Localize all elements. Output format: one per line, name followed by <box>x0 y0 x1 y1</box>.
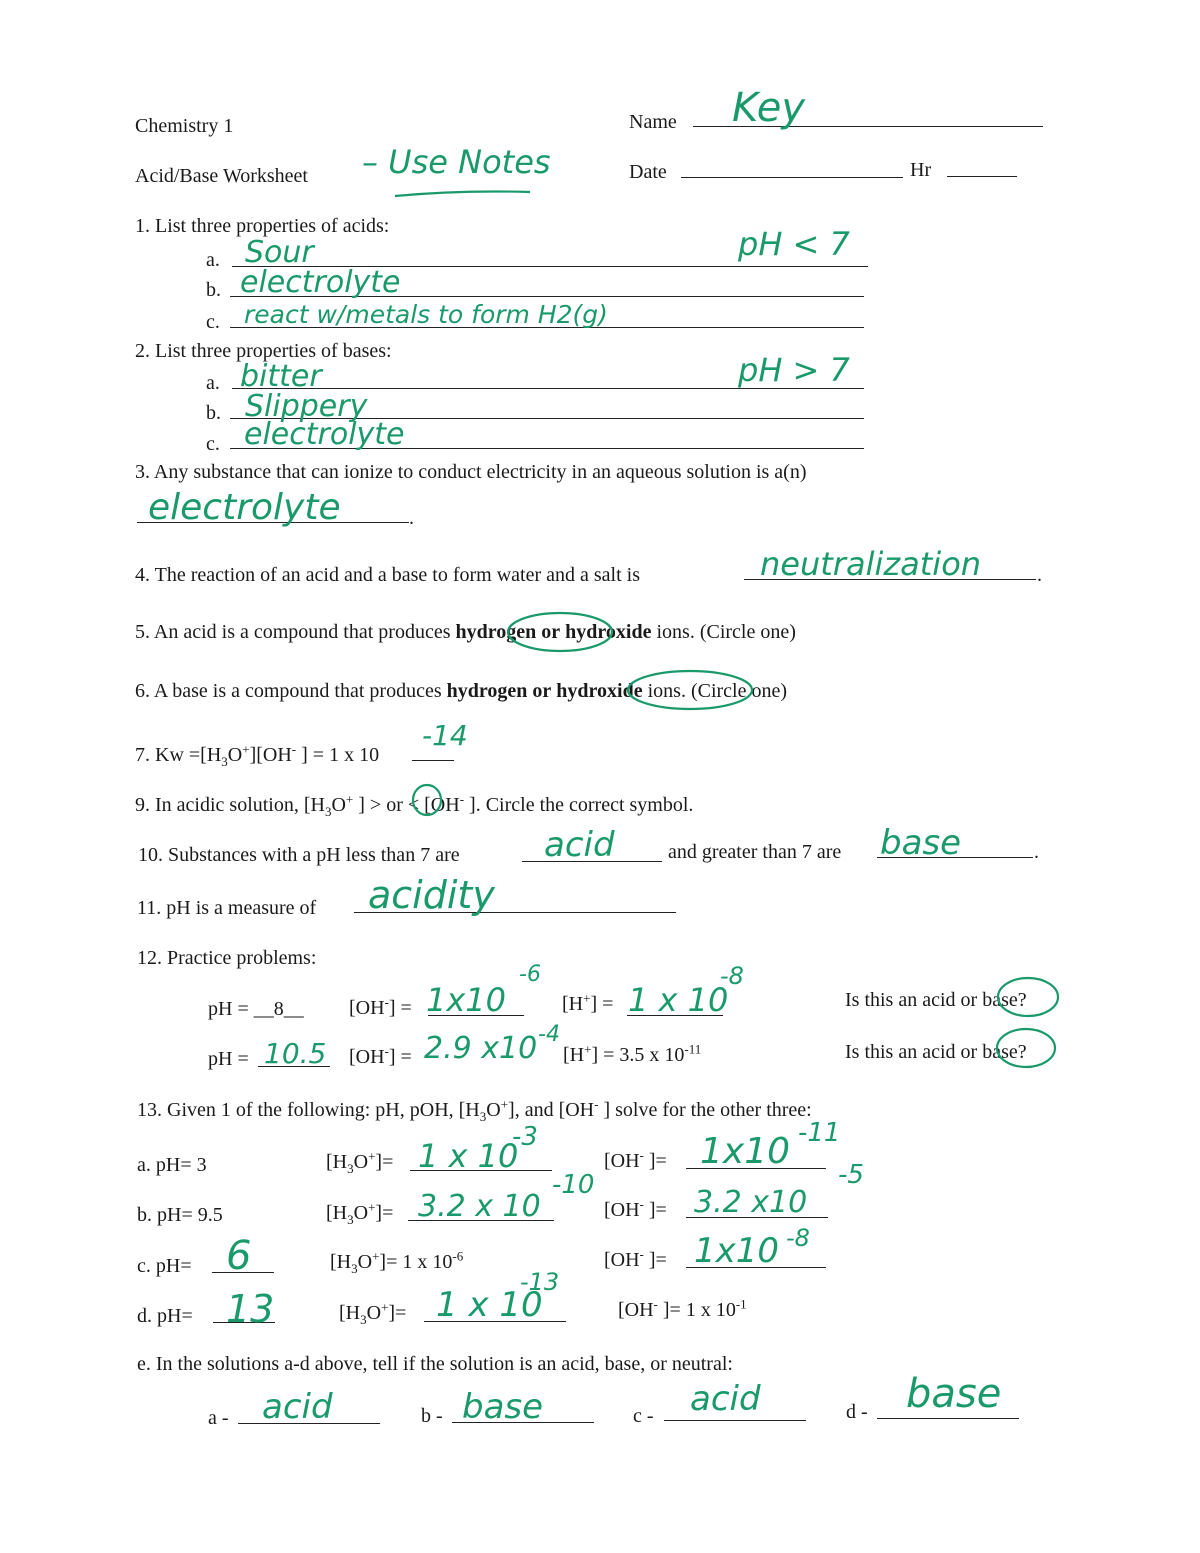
date-line <box>681 177 903 178</box>
q3-period: . <box>409 507 414 529</box>
q13-b-h-label: $[H_3O^+]=$ <box>326 1199 394 1227</box>
q11-answer: acidity <box>368 873 495 917</box>
q10-prefix: 10. Substances with a pH less than 7 are <box>138 844 460 866</box>
q12-row2-h-value: 3.5 x 10 <box>619 1044 685 1066</box>
q6-or: or <box>532 680 552 702</box>
q12-row2-oh-label: [OH-] = <box>349 1043 412 1068</box>
q13-prompt: 13. Given 1 of the following: pH, pOH, $[H_3O^+]$, and [OH- ] solve for the other three: <box>137 1096 812 1124</box>
q13-c-label: c. pH= <box>137 1255 192 1277</box>
q13-c-h-given: $[H_3O^+]= 1$ x $10^{-6}$ <box>330 1248 464 1276</box>
q12-row1-oh-exp: -6 <box>519 962 541 987</box>
q4-prompt: 4. The reaction of an acid and a base to form water and a salt is <box>135 564 640 586</box>
q13-b-oh-exp: -5 <box>838 1160 864 1190</box>
q13-c-oh-coef: 1x10 <box>694 1231 780 1271</box>
q13-d-h-coef: 1 x 10 <box>436 1285 543 1325</box>
qe-b-answer: base <box>462 1387 544 1427</box>
q13-a-oh-exp: -11 <box>798 1118 841 1148</box>
q13-a-h-label: $[H_3O^+]=$ <box>326 1148 394 1176</box>
q7-equation: 7. $Kw =[H_3O^+][OH^-$ ] = 1 x 10 <box>135 741 380 769</box>
q12-row1-h-exp: -8 <box>720 962 744 990</box>
q6-option-hydrogen[interactable]: hydrogen <box>446 680 528 702</box>
q12-row2-oh-exp: -4 <box>538 1022 560 1047</box>
course-title: Chemistry 1 <box>135 115 234 137</box>
q12-row2-ph-value: 10.5 <box>264 1037 327 1070</box>
q1-a-letter: a. <box>206 249 220 271</box>
q13-b-oh-coef: 3.2 x10 <box>694 1185 808 1220</box>
hr-label: Hr <box>910 159 932 181</box>
qe-a-label: a - <box>208 1407 229 1429</box>
q10-period: . <box>1034 841 1039 863</box>
q12-row2-oh-coef: 2.9 x10 <box>424 1031 538 1066</box>
q13-a-h-exp: -3 <box>512 1122 538 1152</box>
q13-b-label: b. pH= 9.5 <box>137 1204 223 1226</box>
hr-line <box>947 176 1017 177</box>
q4-period: . <box>1037 564 1042 586</box>
date-label: Date <box>629 161 667 183</box>
q3-answer: electrolyte <box>148 487 341 528</box>
q6-option-hydroxide[interactable]: hydroxide <box>556 680 643 702</box>
worksheet-title: Acid/Base Worksheet <box>135 165 308 187</box>
q2-b-letter: b. <box>206 402 221 424</box>
q12-row1-ph: pH = __8__ <box>208 998 304 1020</box>
q1-a-answer: Sour <box>245 235 314 270</box>
q2-c-answer: electrolyte <box>244 417 405 452</box>
q13-a-label: a. pH= 3 <box>137 1154 207 1176</box>
q12-row1-question: Is this an acid or base? <box>845 989 1027 1011</box>
q12-row1-h-coef: 1 x 10 <box>628 981 729 1019</box>
qe-c-answer: acid <box>690 1379 761 1419</box>
qe-b-label: b - <box>421 1405 443 1427</box>
q5-or: or <box>541 621 561 643</box>
q13-c-h-value: 1 x 10 <box>402 1251 453 1273</box>
qe-c-label: c - <box>633 1405 654 1427</box>
q13-d-oh-value: 1 x 10 <box>685 1299 736 1321</box>
qe-a-answer: acid <box>262 1387 333 1427</box>
q9-tail: Circle the correct symbol. <box>485 794 694 816</box>
name-label: Name <box>629 111 677 133</box>
q2-a-answer: bitter <box>240 359 322 394</box>
q1-a-extra: pH < 7 <box>738 225 850 263</box>
q13-c-oh-label: [OH- ]= <box>604 1246 667 1271</box>
q13-a-h-coef: 1 x 10 <box>418 1137 519 1175</box>
q12-prompt: 12. Practice problems: <box>137 947 317 969</box>
q12-row1-h-label: [H+] = <box>562 990 614 1015</box>
q1-c-answer: react w/metals to form H2(g) <box>244 300 608 329</box>
q1-prompt: 1. List three properties of acids: <box>135 215 390 237</box>
q3-prompt: 3. Any substance that can ionize to conduct electricity in an aqueous solution is a(n) <box>135 461 807 483</box>
q7-prefix: 7. Kw = <box>135 744 201 766</box>
q2-b-answer: Slippery <box>245 389 368 424</box>
use-notes-underline <box>395 192 530 197</box>
q13-b-oh-label: [OH- ]= <box>604 1196 667 1221</box>
q13-prompt-text: 13. Given 1 of the following: pH, pOH, [H <box>137 1099 480 1121</box>
q13-c-ph: 6 <box>226 1233 252 1279</box>
q2-a-letter: a. <box>206 372 220 394</box>
q11-prefix: 11. pH is a measure of <box>137 897 317 919</box>
q1-b-answer: electrolyte <box>240 265 401 300</box>
q13-b-h-coef: 3.2 x 10 <box>418 1189 541 1224</box>
q4-answer: neutralization <box>760 545 982 583</box>
q5-line <box>135 622 796 642</box>
q12-row1-oh-coef: 1x10 <box>426 981 507 1019</box>
q12-row2-h-given: [H+] = 3.5 x $10^{-11}$ <box>563 1041 702 1066</box>
q12-row2-question: Is this an acid or base? <box>845 1041 1027 1063</box>
q13-d-ph: 13 <box>226 1287 275 1331</box>
q13-d-oh-given: [OH- ]= 1 x $10^{-1}$ <box>618 1296 747 1321</box>
q13-d-label: d. pH= <box>137 1305 193 1327</box>
qe-d-label: d - <box>846 1401 868 1423</box>
q6-suffix: ions. (Circle one) <box>647 680 788 702</box>
q13-b-h-exp: -10 <box>552 1170 595 1200</box>
q13-a-oh-coef: 1x10 <box>700 1131 791 1172</box>
q5-prefix: 5. An acid is a compound that produces <box>135 621 451 643</box>
name-value: Key <box>732 85 806 131</box>
q7-line <box>412 760 454 761</box>
q6-line <box>135 681 787 701</box>
qe-d-line <box>877 1418 1019 1419</box>
q13-a-oh-label: [OH- ]= <box>604 1147 667 1172</box>
q13-d-h-label: $[H_3O^+]=$ <box>339 1299 407 1327</box>
q13-c-oh-exp: -8 <box>786 1224 810 1252</box>
q2-a-extra: pH > 7 <box>738 351 850 389</box>
qe-c-line <box>664 1420 806 1421</box>
q13-d-h-exp: -13 <box>520 1268 560 1296</box>
q12-row1-oh-label: [OH-] = <box>349 994 412 1019</box>
q12-row2-ph-label: pH = <box>208 1048 249 1070</box>
q10-answer-2: base <box>880 823 962 863</box>
q1-c-letter: c. <box>206 311 220 333</box>
q1-b-letter: b. <box>206 279 221 301</box>
q2-c-letter: c. <box>206 433 220 455</box>
q12-row1-ph-value: 8 <box>273 998 284 1020</box>
q5-option-hydrogen[interactable]: hydrogen <box>455 621 537 643</box>
q7-exponent: -14 <box>422 719 468 752</box>
q5-option-hydroxide[interactable]: hydroxide <box>565 621 652 643</box>
q10-answer-1: acid <box>544 825 615 865</box>
qe-prompt: e. In the solutions a-d above, tell if the solution is an acid, base, or neutral: <box>137 1353 733 1375</box>
q9-line: 9. In acidic solution, [$H_3O^+$ ] > or < [OH- ]. Circle the correct symbol. <box>135 791 694 819</box>
q10-mid: and greater than 7 are <box>668 841 842 863</box>
q2-prompt: 2. List three properties of bases: <box>135 340 392 362</box>
qe-d-answer: base <box>906 1371 1002 1417</box>
q9-prefix: 9. In acidic solution, [H <box>135 794 325 816</box>
q5-suffix: ions. (Circle one) <box>656 621 796 643</box>
q6-prefix: 6. A base is a compound that produces <box>135 680 442 702</box>
use-notes-annotation: – Use Notes <box>362 143 551 181</box>
